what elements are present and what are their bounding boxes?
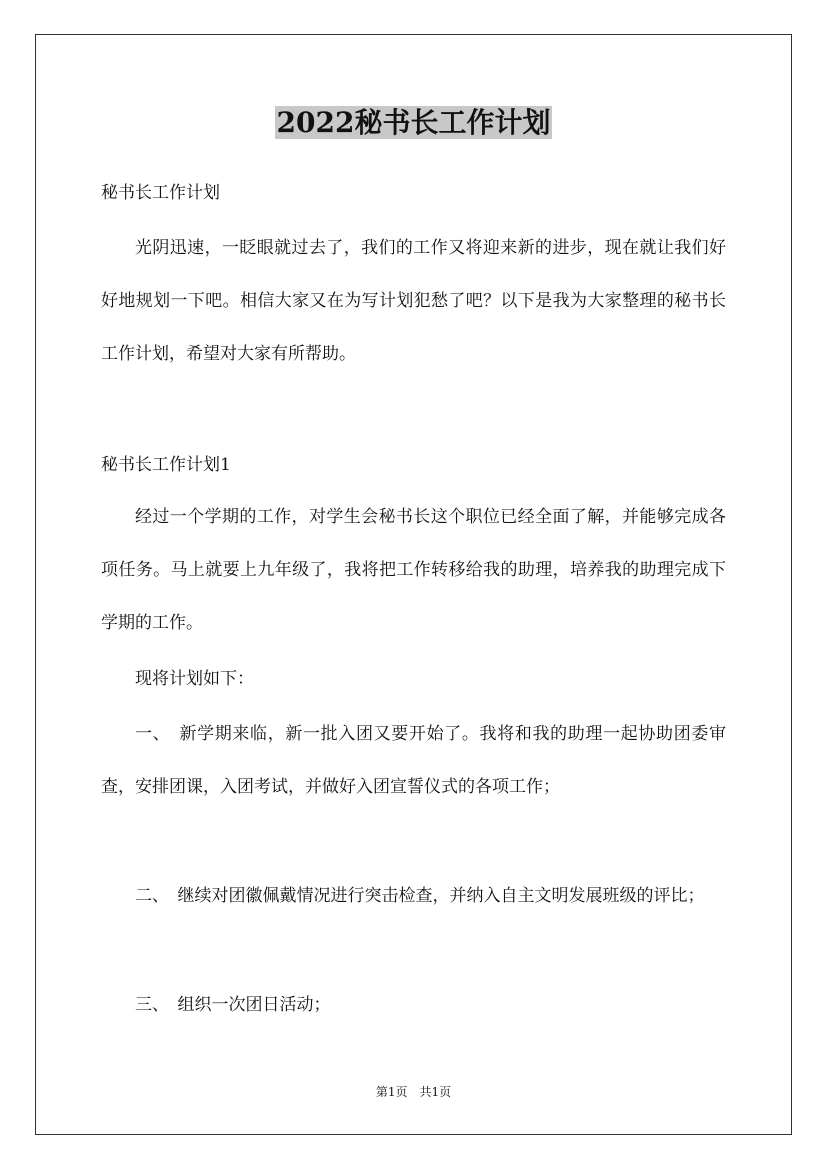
intro-paragraph: 光阴迅速，一眨眼就过去了，我们的工作又将迎来新的进步，现在就让我们好好地规划一下吧。相信大家又在为写计划犯愁了吧？以下是我为大家整理的秘书长工作计划，希望对大家有所帮助。 xyxy=(101,238,726,364)
section1-paragraph-2: 现将计划如下： xyxy=(135,669,254,689)
plan-item-2: 二、 继续对团徽佩戴情况进行突击检查，并纳入自主文明发展班级的评比； xyxy=(135,886,705,906)
document-title-text: 2022秘书长工作计划 xyxy=(276,106,551,139)
page-number: 第1页 共1页 xyxy=(375,1085,452,1099)
section1-paragraph-1: 经过一个学期的工作，对学生会秘书长这个职位已经全面了解，并能够完成各项任务。马上就要上九年级了，我将把工作转移给我的助理，培养我的助理完成下学期的工作。 xyxy=(101,507,726,633)
page-footer xyxy=(0,1084,827,1100)
document-title xyxy=(0,104,827,142)
document-subtitle: 秘书长工作计划 xyxy=(101,183,220,203)
plan-item-3: 三、 组织一次团日活动； xyxy=(135,995,331,1015)
plan-item-1: 一、 新学期来临，新一批入团又要开始了。我将和我的助理一起协助团委审查，安排团课，入团考试，并做好入团宣誓仪式的各项工作； xyxy=(101,724,726,797)
section-heading-1: 秘书长工作计划1 xyxy=(101,455,231,475)
